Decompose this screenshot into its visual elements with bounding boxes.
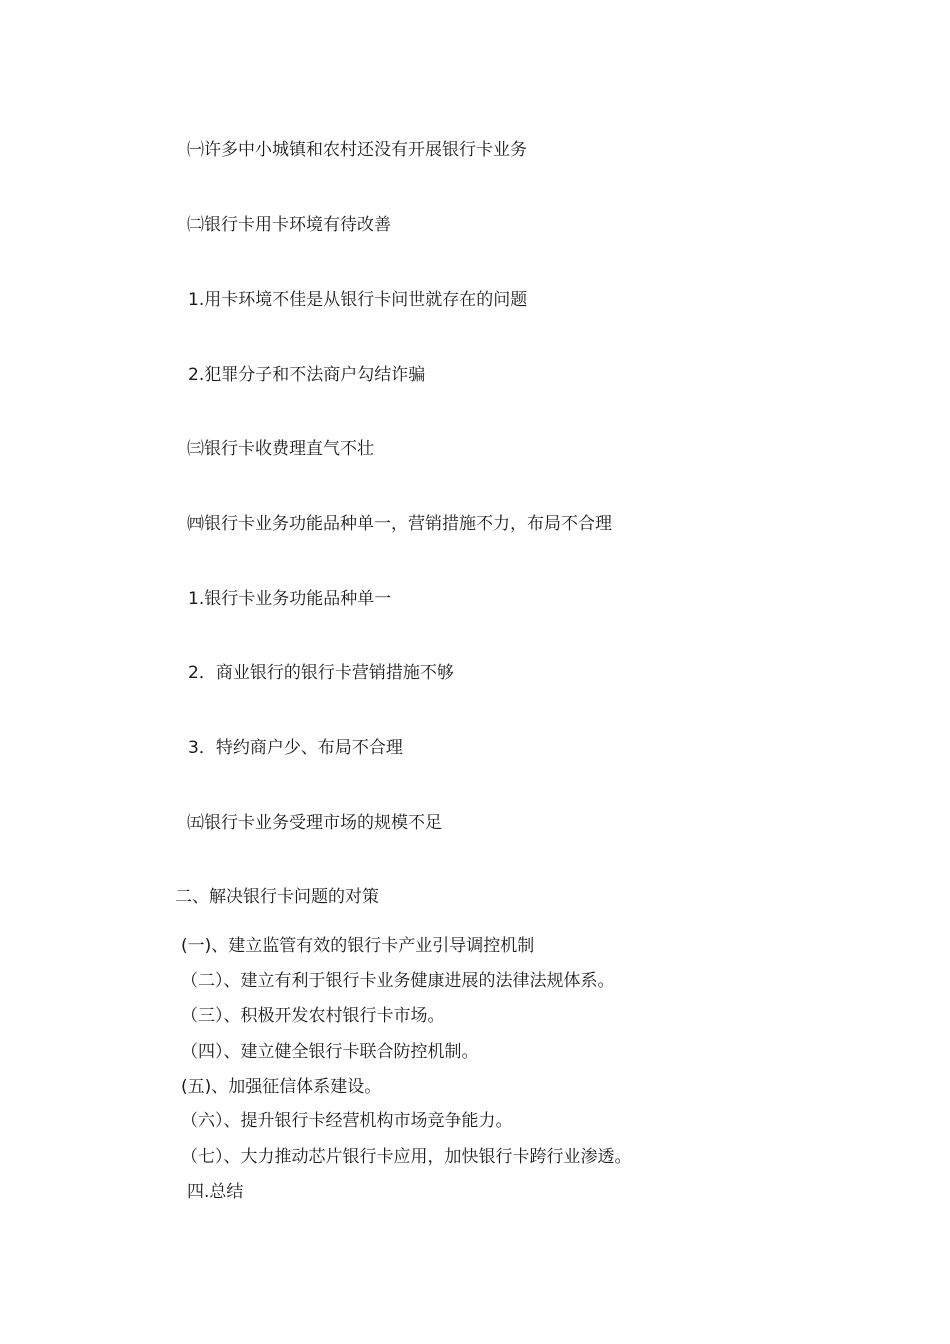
measure-4: （四）、建立健全银行卡联合防控机制。: [181, 1042, 479, 1062]
list-item-4-1: 1.银行卡业务功能品种单一: [188, 589, 392, 609]
list-item-2-2: 2.犯罪分子和不法商户勾结诈骗: [188, 365, 426, 385]
list-item-4-2: 2．商业银行的银行卡营销措施不够: [188, 663, 454, 683]
measure-2: （二）、建立有利于银行卡业务健康进展的法律法规体系。: [181, 971, 615, 991]
measure-6: （六）、提升银行卡经营机构市场竞争能力。: [181, 1111, 513, 1131]
subheading-5: ㈤银行卡业务受理市场的规模不足: [187, 813, 442, 833]
subheading-4: ㈣银行卡业务功能品种单一，营销措施不力，布局不合理: [187, 514, 612, 534]
section-heading-4: 四.总结: [187, 1182, 244, 1202]
section-heading-2: 二、解决银行卡问题的对策: [175, 887, 379, 907]
subheading-3: ㈢银行卡收费理直气不壮: [187, 439, 374, 459]
measure-5: (五)、加强征信体系建设。: [181, 1077, 382, 1097]
list-item-2-1: 1.用卡环境不佳是从银行卡问世就存在的问题: [188, 290, 528, 310]
measure-3: （三）、积极开发农村银行卡市场。: [181, 1006, 445, 1026]
subheading-2: ㈡银行卡用卡环境有待改善: [187, 215, 391, 235]
subheading-1: ㈠许多中小城镇和农村还没有开展银行卡业务: [187, 140, 527, 160]
measure-1: (一)、建立监管有效的银行卡产业引导调控机制: [181, 936, 535, 956]
list-item-4-3: 3．特约商户少、布局不合理: [188, 738, 403, 758]
measure-7: （七）、大力推动芯片银行卡应用，加快银行卡跨行业渗透。: [181, 1147, 632, 1167]
